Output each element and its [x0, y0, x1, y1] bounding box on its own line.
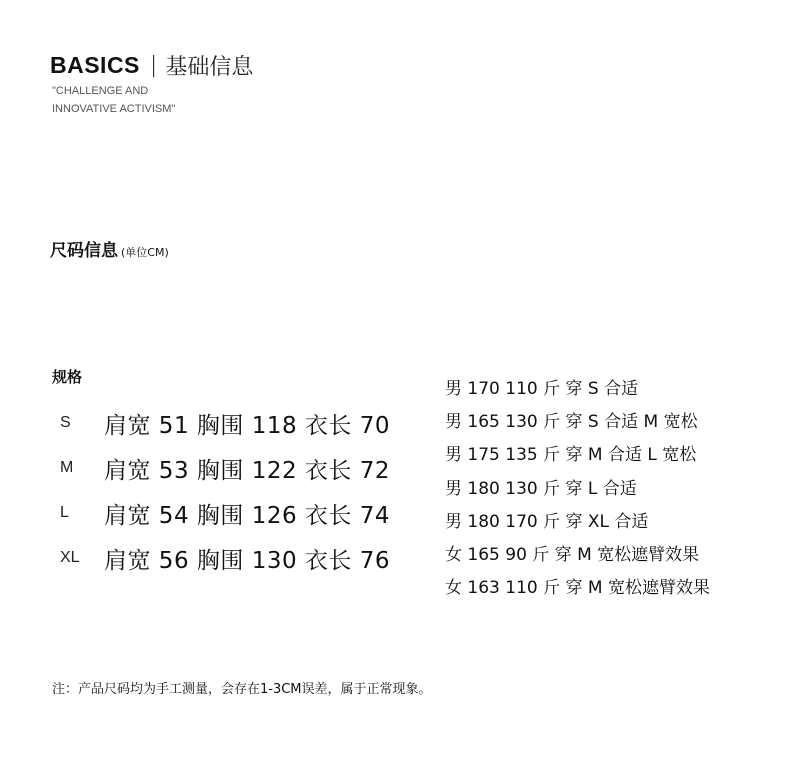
size-measurements: 肩宽 53 胸围 122 衣长 72 [104, 457, 390, 484]
fit-reference-item: 男 180 170 斤 穿 XL 合适 [445, 512, 649, 532]
size-measurements: 肩宽 51 胸围 118 衣长 70 [104, 412, 390, 439]
size-code: L [60, 504, 69, 521]
fit-reference-item: 女 165 90 斤 穿 M 宽松遮臂效果 [445, 545, 700, 565]
fit-reference-item: 男 165 130 斤 穿 S 合适 M 宽松 [445, 412, 698, 432]
size-row-l [60, 498, 390, 528]
brand-name: BASICS [50, 52, 140, 78]
size-info-heading [50, 236, 169, 261]
size-row-s [60, 408, 390, 438]
slogan [52, 82, 175, 118]
spec-label: 规格 [52, 368, 83, 386]
slogan-line-1: "CHALLENGE AND [52, 85, 149, 97]
size-code: XL [60, 549, 80, 566]
size-measurements: 肩宽 56 胸围 130 衣长 76 [104, 547, 390, 574]
section-title-basics: 基础信息 [165, 55, 254, 80]
size-measurements: 肩宽 54 胸围 126 衣长 74 [104, 502, 390, 529]
fit-reference-item: 男 175 135 斤 穿 M 合适 L 宽松 [445, 445, 697, 465]
size-row-xl [60, 543, 390, 573]
size-code: M [60, 459, 74, 476]
fit-reference-item: 男 180 130 斤 穿 L 合适 [445, 479, 637, 499]
size-info-unit: (单位CM) [121, 246, 169, 259]
slogan-line-2: INNOVATIVE ACTIVISM" [52, 103, 176, 115]
brand-separator: | [149, 53, 158, 78]
size-info-title: 尺码信息 [50, 241, 118, 261]
size-code: S [60, 414, 71, 431]
brand-header [50, 50, 253, 81]
fit-reference-item: 男 170 110 斤 穿 S 合适 [445, 379, 639, 399]
measurement-note: 注：产品尺码均为手工测量，会存在1-3CM误差，属于正常现象。 [52, 682, 432, 697]
fit-reference-item: 女 163 110 斤 穿 M 宽松遮臂效果 [445, 578, 710, 598]
size-row-m [60, 453, 390, 483]
